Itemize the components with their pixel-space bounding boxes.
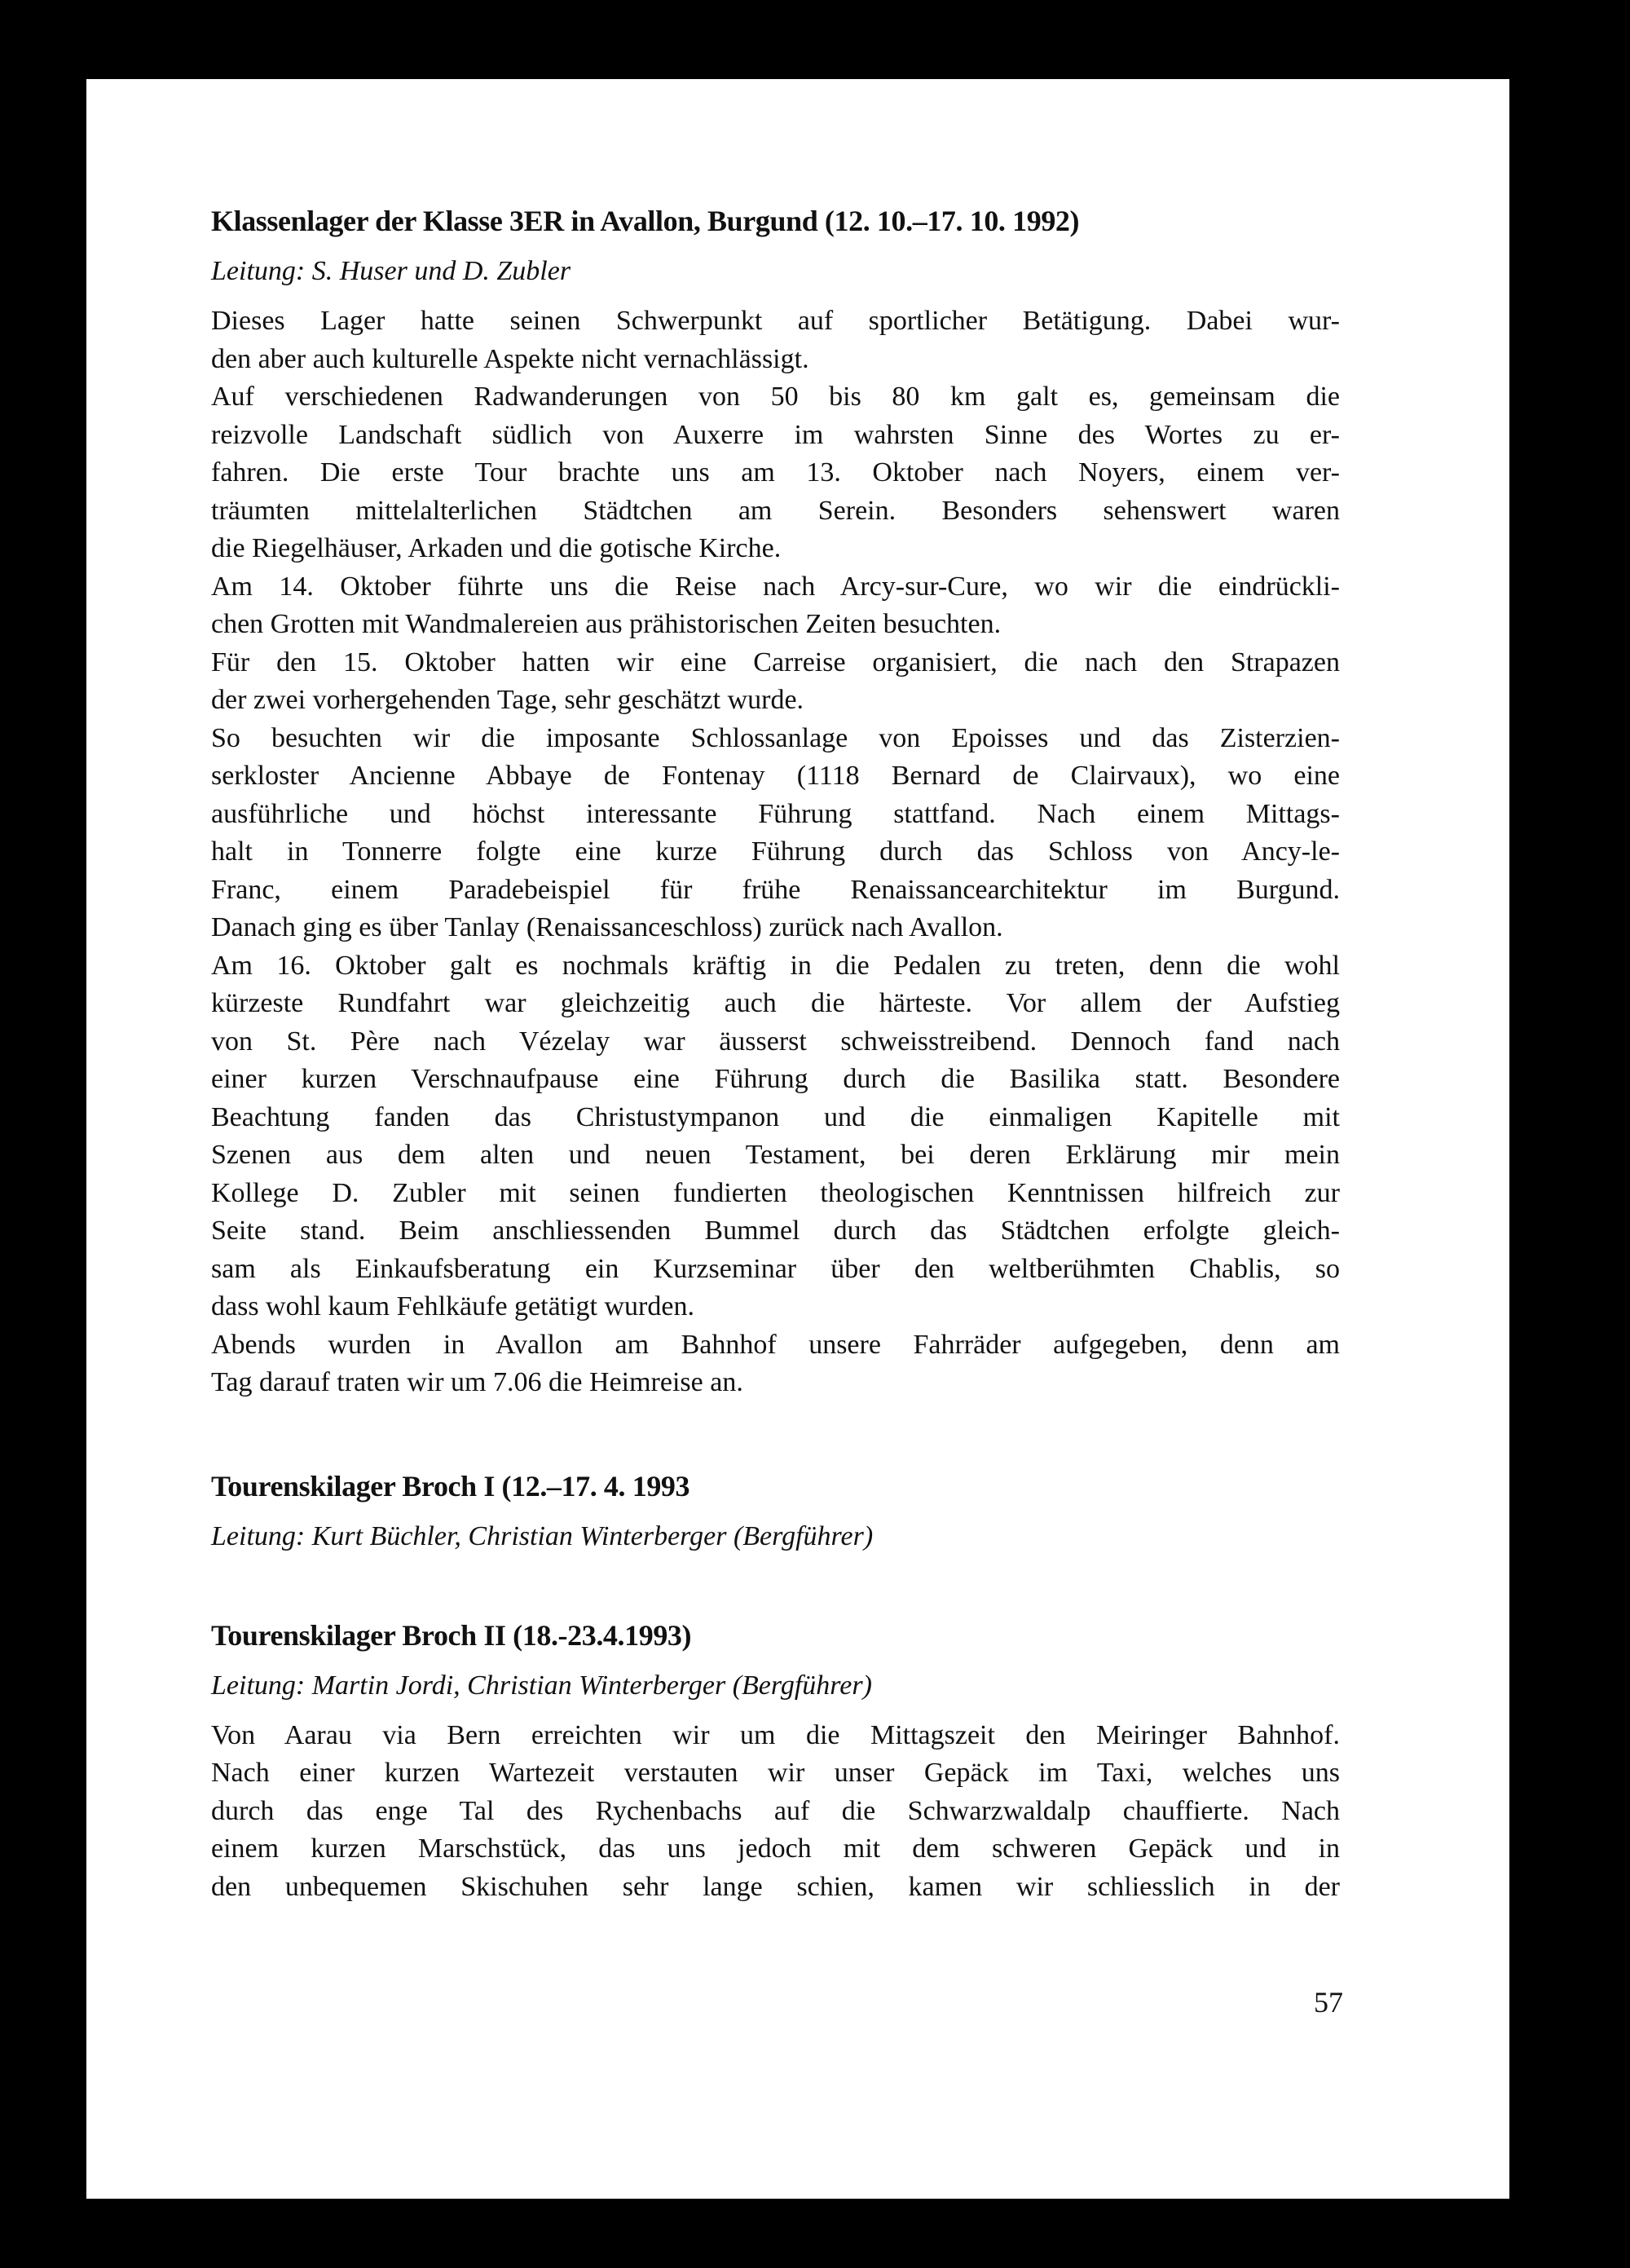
text-line: Tag darauf traten wir um 7.06 die Heimreise an. <box>211 1367 743 1397</box>
text-line: von St. Père nach Vézelay war äusserst schweisstreibend. Dennoch fand nach <box>211 1026 1340 1057</box>
text-line: Beachtung fanden das Christustympanon und die einmaligen Kapitelle mit <box>211 1101 1340 1132</box>
text-line: So besuchten wir die imposante Schlossanlage von Epoisses und das Zisterzien- <box>211 722 1340 753</box>
page-number: 57 <box>1314 1986 1343 2019</box>
text-line: halt in Tonnerre folgte eine kurze Führung durch das Schloss von Ancy-le- <box>211 836 1340 867</box>
section-heading: Tourenskilager Broch II (18.-23.4.1993) <box>211 1618 692 1652</box>
document-page <box>86 79 1509 2199</box>
text-line: Danach ging es über Tanlay (Renaissanceschloss) zurück nach Avallon. <box>211 912 1003 942</box>
section-heading: Klassenlager der Klasse 3ER in Avallon, Burgund (12. 10.–17. 10. 1992) <box>211 205 1080 237</box>
text-line: Für den 15. Oktober hatten wir eine Carreise organisiert, die nach den Strapazen <box>211 646 1340 677</box>
text-line: Am 14. Oktober führte uns die Reise nach Arcy-sur-Cure, wo wir die eindrückli- <box>211 571 1340 602</box>
text-line: fahren. Die erste Tour brachte uns am 13. Oktober nach Noyers, einem ver- <box>211 457 1340 488</box>
text-line: der zwei vorhergehenden Tage, sehr geschätzt wurde. <box>211 685 804 715</box>
text-line: Nach einer kurzen Wartezeit verstauten wir unser Gepäck im Taxi, welches uns <box>211 1758 1340 1788</box>
text-line: den aber auch kulturelle Aspekte nicht vernachlässigt. <box>211 343 809 374</box>
section-klassenlager <box>211 202 1340 1402</box>
text-line: ausführliche und höchst interessante Führung stattfand. Nach einem Mittags- <box>211 798 1340 829</box>
text-line: einem kurzen Marschstück, das uns jedoch mit dem schweren Gepäck und in <box>211 1833 1340 1864</box>
section-body <box>211 302 1340 1402</box>
text-line: Kollege D. Zubler mit seinen fundierten theologischen Kenntnissen hilfreich zur <box>211 1177 1340 1208</box>
text-line: durch das enge Tal des Rychenbachs auf die Schwarzwaldalp chauffierte. Nach <box>211 1795 1340 1826</box>
section-leitung: Leitung: S. Huser und D. Zubler <box>211 256 571 286</box>
text-line: Von Aarau via Bern erreichten wir um die Mittagszeit den Meiringer Bahnhof. <box>211 1719 1340 1750</box>
text-line: Franc, einem Paradebeispiel für frühe Renaissancearchitektur im Burgund. <box>211 874 1340 905</box>
section-leitung: Leitung: Martin Jordi, Christian Winterberger (Bergführer) <box>211 1670 872 1701</box>
text-line: reizvolle Landschaft südlich von Auxerre im wahrsten Sinne des Wortes zu er- <box>211 419 1340 450</box>
text-line: Auf verschiedenen Radwanderungen von 50 bis 80 km galt es, gemeinsam die <box>211 382 1340 412</box>
text-line: Seite stand. Beim anschliessenden Bummel durch das Städtchen erfolgte gleich- <box>211 1216 1340 1246</box>
section-heading: Tourenskilager Broch I (12.–17. 4. 1993 <box>211 1469 690 1502</box>
text-line: sam als Einkaufsberatung ein Kurzseminar über den weltberühmten Chablis, so <box>211 1253 1340 1284</box>
section-leitung: Leitung: Kurt Büchler, Christian Winterberger (Bergführer) <box>211 1520 874 1551</box>
page-content <box>211 202 1340 1906</box>
section-body <box>211 1717 1340 1907</box>
text-line: den unbequemen Skischuhen sehr lange schien, kamen wir schliesslich in der <box>211 1871 1340 1902</box>
text-line: Dieses Lager hatte seinen Schwerpunkt auf sportlicher Betätigung. Dabei wur- <box>211 306 1340 336</box>
text-line: Szenen aus dem alten und neuen Testament, bei deren Erklärung mir mein <box>211 1140 1340 1170</box>
text-line: kürzeste Rundfahrt war gleichzeitig auch die härteste. Vor allem der Aufstieg <box>211 988 1340 1018</box>
text-line: die Riegelhäuser, Arkaden und die gotische Kirche. <box>211 533 782 563</box>
section-broch-1 <box>211 1467 1340 1555</box>
text-line: dass wohl kaum Fehlkäufe getätigt wurden. <box>211 1291 694 1322</box>
text-line: träumten mittelalterlichen Städtchen am Serein. Besonders sehenswert waren <box>211 495 1340 526</box>
text-line: Am 16. Oktober galt es nochmals kräftig in die Pedalen zu treten, denn die wohl <box>211 950 1340 981</box>
text-line: chen Grotten mit Wandmalereien aus prähistorischen Zeiten besuchten. <box>211 609 1002 639</box>
text-line: serkloster Ancienne Abbaye de Fontenay (1118 Bernard de Clairvaux), wo eine <box>211 761 1340 791</box>
text-line: Abends wurden in Avallon am Bahnhof unsere Fahrräder aufgegeben, denn am <box>211 1329 1340 1360</box>
text-line: einer kurzen Verschnaufpause eine Führung durch die Basilika statt. Besondere <box>211 1064 1340 1094</box>
section-broch-2 <box>211 1617 1340 1907</box>
